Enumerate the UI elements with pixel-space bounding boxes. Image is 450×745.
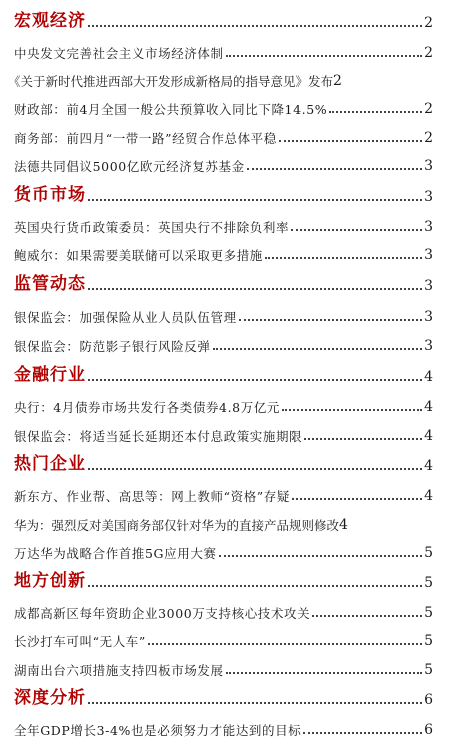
toc-item[interactable] [0,40,450,60]
toc-item[interactable] [0,423,450,443]
toc-item-label: 银保监会：防范影子银行风险反弹 [14,338,211,354]
toc-heading-finance[interactable] [0,360,450,384]
toc-item-label: 银保监会：加强保险从业人员队伍管理 [14,309,237,325]
toc-page-number: 6 [424,692,433,708]
toc-leader-dots [226,55,422,57]
toc-page-number: 4 [424,458,433,474]
toc-page-number: 2 [424,130,433,146]
toc-item-label: 全年GDP增长3-4%也是必须努力才能达到的目标 [14,722,302,738]
toc-leader-dots [304,438,422,440]
toc-leader-dots [292,498,422,500]
toc-heading-label: 深度分析 [14,688,86,708]
toc-leader-dots [148,643,422,645]
toc-item-label: 鲍威尔：如果需要美联储可以采取更多措施 [14,247,263,263]
toc-leader-dots [88,199,422,201]
toc-page-number: 3 [424,158,433,174]
toc-item[interactable] [0,242,450,262]
toc-heading-label: 宏观经济 [14,11,86,31]
toc-leader-dots [291,229,422,231]
toc-page-number: 3 [424,278,433,294]
toc-item-label: 湖南出台六项措施支持四板市场发展 [14,662,224,678]
toc-heading-label: 金融行业 [14,365,86,385]
toc-leader-dots [88,468,422,470]
toc-page-number: 4 [424,488,433,504]
toc-leader-dots [303,732,422,734]
toc-page-number: 3 [424,247,433,263]
toc-heading-label: 地方创新 [14,571,86,591]
toc-item-label: 商务部：前四月“一带一路”经贸合作总体平稳 [14,130,277,146]
toc-leader-dots [279,140,422,142]
toc-leader-dots [88,585,422,587]
toc-heading-macro[interactable] [0,6,450,30]
toc-item-label: 长沙打车可叫“无人车” [14,633,146,649]
toc-leader-dots [219,555,423,557]
toc-page-number: 3 [424,189,433,205]
toc-heading-regulation[interactable] [0,269,450,293]
toc-item[interactable] [0,125,450,145]
toc-item[interactable] [0,68,450,88]
toc-page-number: 5 [424,545,433,561]
toc-item-label: 成都高新区每年资助企业3000万支持核心技术攻关 [14,605,311,621]
toc-page-number: 2 [424,45,433,61]
toc-page-number: 2 [424,15,433,31]
toc-leader-dots [282,409,422,411]
toc-item[interactable] [0,540,450,560]
toc-item[interactable] [0,394,450,414]
toc-item[interactable] [0,600,450,620]
toc-item[interactable] [0,304,450,324]
toc-item-label: 银保监会：将适当延长延期还本付息政策实施期限 [14,428,303,444]
toc-item-label: 法德共同倡议5000亿欧元经济复苏基金 [14,158,245,174]
toc-leader-dots [247,168,422,170]
toc-item[interactable] [0,153,450,173]
toc-page-number: 2 [333,73,342,89]
toc-page-number: 4 [424,369,433,385]
toc-heading-label: 货币市场 [14,185,86,205]
toc-leader-dots [312,615,422,617]
toc-item[interactable] [0,214,450,234]
toc-item-label: 新东方、作业帮、高思等：网上教师“资格”存疑 [14,488,290,504]
toc-leader-dots [88,379,422,381]
toc-item[interactable] [0,628,450,648]
toc-item-label: 中央发文完善社会主义市场经济体制 [14,45,224,61]
toc-leader-dots [88,25,422,27]
toc-leader-dots [239,319,422,321]
toc-item[interactable] [0,483,450,503]
toc-heading-money-market[interactable] [0,180,450,204]
toc-page-number: 4 [424,428,433,444]
toc-leader-dots [213,348,423,350]
toc-item[interactable] [0,717,450,737]
toc-heading-deep-analysis[interactable] [0,683,450,707]
toc-page-number: 2 [424,101,433,117]
toc-leader-dots [226,672,422,674]
toc-heading-label: 监管动态 [14,274,86,294]
toc-item-label: 英国央行货币政策委员：英国央行不排除负利率 [14,219,290,235]
toc-page-number: 3 [424,338,433,354]
toc-heading-local-innovation[interactable] [0,566,450,590]
toc-item-label: 央行：4月债券市场共发行各类债券4.8万亿元 [14,399,281,415]
toc-item-label: 《关于新时代推进西部大开发形成新格局的指导意见》发布 [8,73,334,89]
toc-item[interactable] [0,333,450,353]
toc-leader-dots [329,111,422,113]
toc-item[interactable] [0,512,450,532]
toc-item[interactable] [0,96,450,116]
toc-heading-label: 热门企业 [14,454,86,474]
toc-page-number: 5 [424,575,433,591]
toc-page-number: 5 [424,633,433,649]
toc-leader-dots [88,702,422,704]
toc-item-label: 万达华为战略合作首推5G应用大赛 [14,545,217,561]
toc-leader-dots [88,288,422,290]
toc-page-number: 4 [339,517,348,533]
toc-page-number: 3 [424,309,433,325]
toc-page-number: 4 [424,399,433,415]
toc-page-number: 6 [424,722,433,738]
toc-leader-dots [265,257,422,259]
toc-item[interactable] [0,657,450,677]
toc-page-number: 3 [424,219,433,235]
toc-page-number: 5 [424,662,433,678]
toc-item-label: 财政部：前4月全国一般公共预算收入同比下降14.5% [14,101,328,117]
toc-page-number: 5 [424,605,433,621]
toc-item-label: 华为：强烈反对美国商务部仅针对华为的直接产品规则修改 [14,517,340,533]
toc-heading-companies[interactable] [0,449,450,473]
